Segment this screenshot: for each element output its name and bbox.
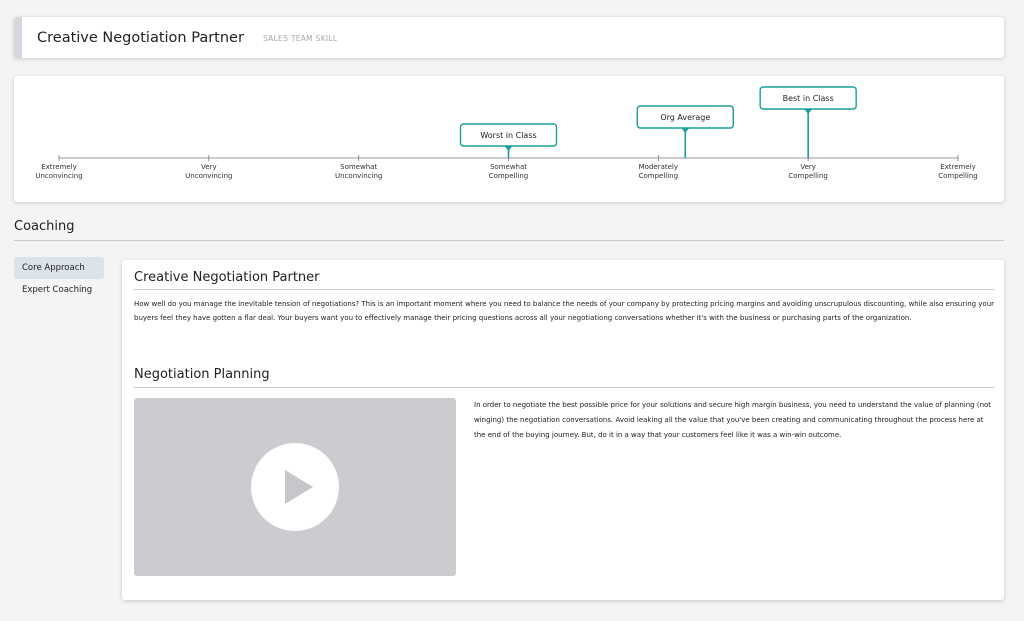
scale-tick-label: Compelling (638, 172, 679, 180)
benchmark-marker-label: Worst in Class (480, 131, 537, 140)
nav-item-core-approach[interactable]: Core Approach (14, 257, 104, 279)
coaching-nav (14, 257, 104, 301)
scale-tick-label: Moderately (638, 163, 679, 171)
scale-tick-label: Compelling (788, 172, 828, 180)
scale-tick-label: Somewhat (340, 163, 378, 171)
coaching-divider (14, 240, 1004, 241)
scale-tick-label: Compelling (488, 172, 529, 180)
scale-tick-label: Somewhat (489, 163, 528, 171)
scale-tick-label: Unconvincing (335, 172, 383, 180)
page-subtitle: SALES TEAM SKILL (262, 34, 338, 43)
play-icon (285, 470, 313, 504)
coaching-content-card (122, 260, 1004, 600)
scale-tick-label: Very (800, 163, 816, 171)
nav-item-expert-coaching[interactable]: Expert Coaching (22, 285, 93, 295)
skill-header (14, 17, 1004, 58)
scale-tick-label: Very (201, 163, 217, 171)
rating-scale (14, 76, 1004, 202)
page-title: Creative Negotiation Partner (37, 29, 244, 46)
scale-tick-label: Extremely (41, 163, 77, 171)
section-paragraph: In order to negotiate the best possible price for your solutions and secure high margin business, you need to understand the value of planning (not winging) the negotiation conversations. Avoid leaking all the value that you've been creating and communicating throughout the process here at the end of the buying journey. But, do it in a way that your customers feel like it was a win-win outcome. (474, 401, 992, 439)
benchmark-marker (637, 106, 733, 158)
section-title: Negotiation Planning (134, 367, 270, 382)
content-title: Creative Negotiation Partner (134, 270, 320, 285)
benchmark-marker (461, 124, 557, 158)
section-title-divider (134, 387, 994, 388)
scale-tick-label: Unconvincing (35, 172, 83, 180)
intro-paragraph: How well do you manage the inevitable tension of negotiations? This is an important moment where you need to balance the needs of your company by protecting pricing margins and avoiding unscrupulous discounting, while also ensuring your buyers feel they have gotten a flar deal. Your buyers want you to effectively manage their pricing questions across all your negotiationg conversations whether it's with the business or purchasing parts of the organization. (134, 300, 995, 322)
rating-scale-card (14, 76, 1004, 202)
scale-tick-label: Extremely (940, 163, 976, 171)
scale-tick-label: Unconvincing (185, 172, 233, 180)
play-button[interactable] (251, 443, 339, 531)
content-title-divider (134, 289, 994, 290)
benchmark-marker-label: Best in Class (782, 94, 834, 103)
coaching-heading: Coaching (14, 219, 75, 234)
benchmark-marker (760, 87, 856, 158)
header-accent-bar (14, 17, 22, 58)
benchmark-marker-label: Org Average (660, 113, 711, 122)
scale-tick-label: Compelling (938, 172, 978, 180)
video-player[interactable] (134, 398, 456, 576)
